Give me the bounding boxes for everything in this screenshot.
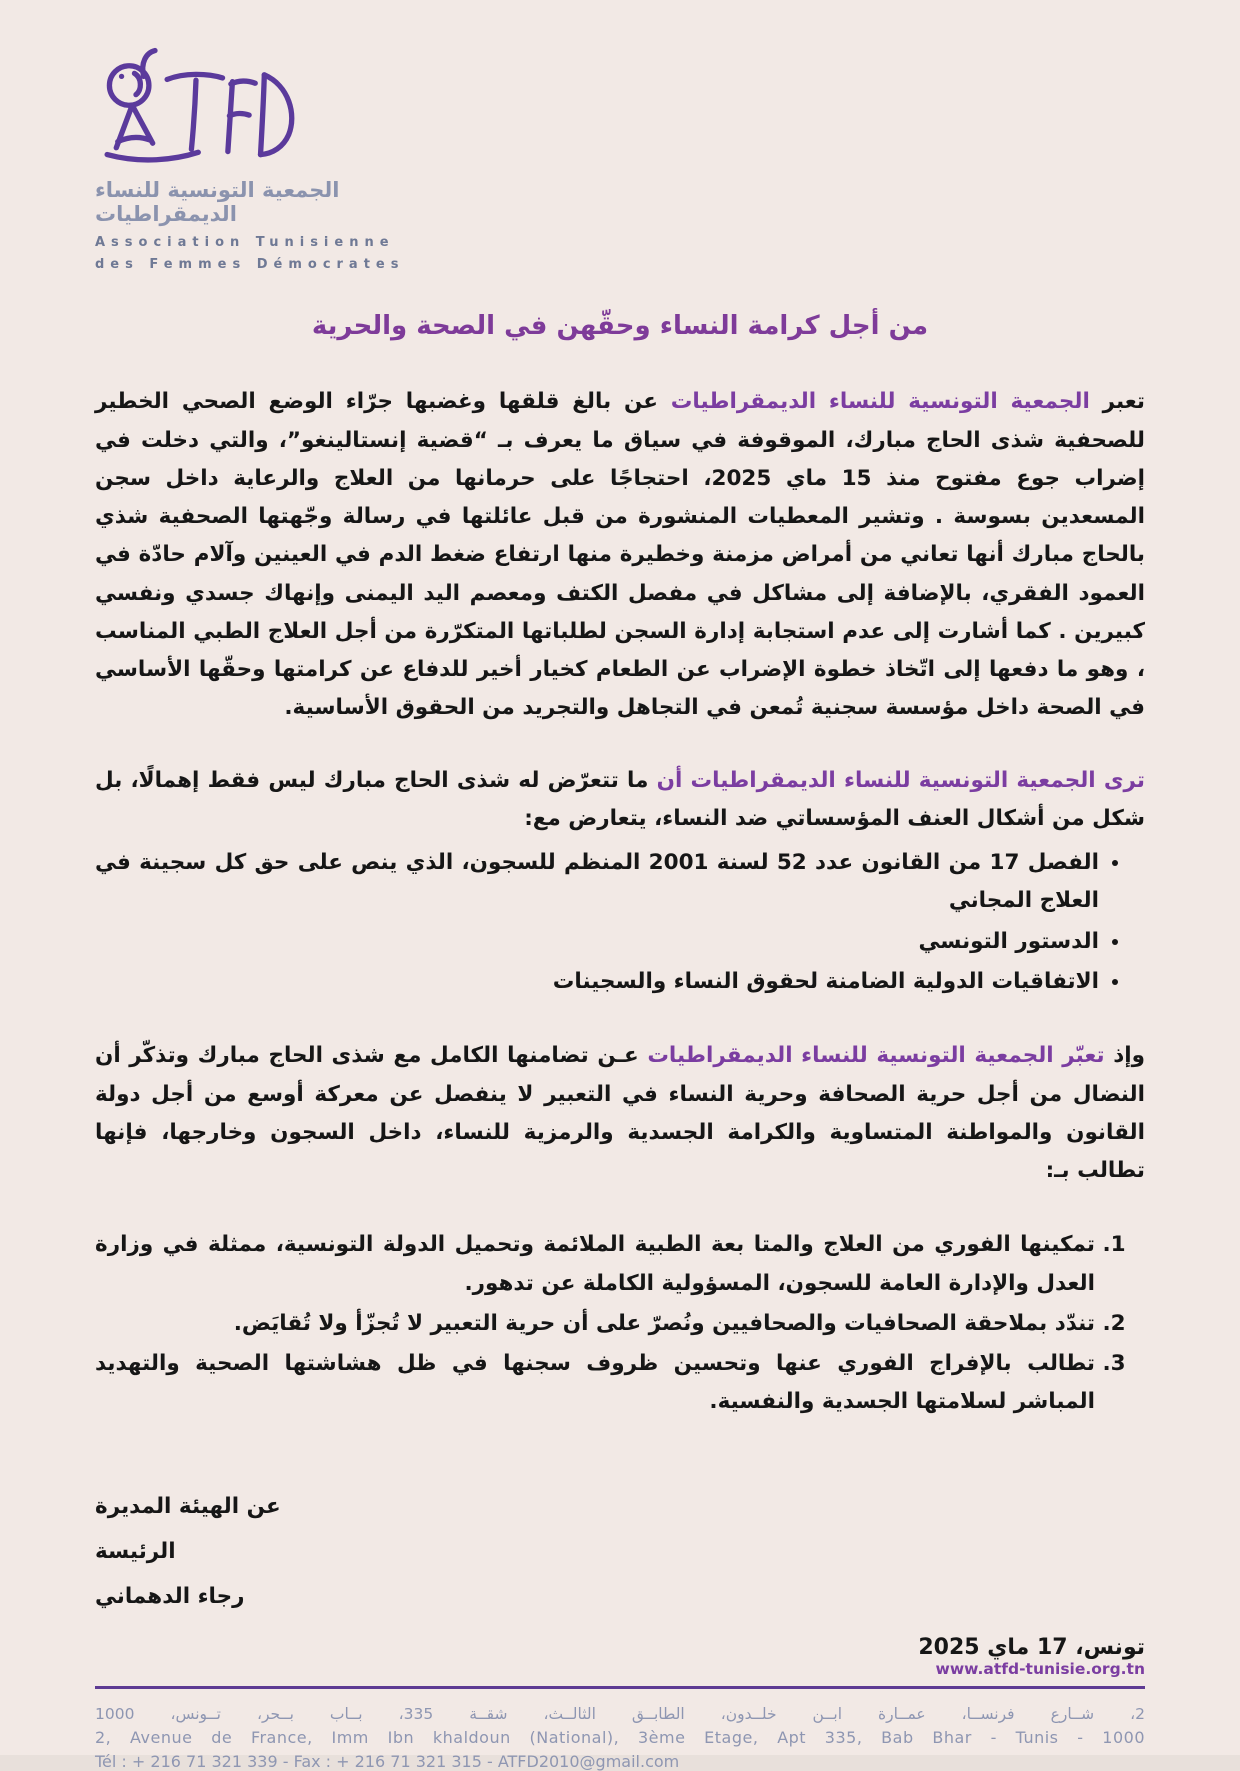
paragraph-3-rest: عـن تضامنها الكامل مع شذى الحاج مبارك وتذكّر أن النضال من أجل حرية الصحافة وحرية النساء في التعبير لا ينفصل عن معركة أوسع من أجل دولة القانون والمواطنة المتساوية والكرامة الجسدية والرمزية للنساء، داخل السجون وخارجها، فإنها تطالب بـ: [95, 1043, 1145, 1184]
website-link[interactable]: www.atfd-tunisie.org.tn [935, 1660, 1145, 1679]
paragraph-1 [95, 383, 1145, 727]
date-line: تونس، 17 ماي 2025 [918, 1635, 1145, 1661]
demand-item-release: 3. تطالب بالإفراج الفوري عنها وتحسين ظروف سجنها في ظل هشاشتها الصحية والتهديد المباشر لسلامتها الجسدية والنفسية. [95, 1345, 1095, 1422]
paragraph-3 [95, 1037, 1145, 1190]
org-name-arabic: الجمعية التونسية للنساء الديمقراطيات [95, 178, 340, 226]
signature-authority: عن الهيئة المديرة [95, 1493, 281, 1519]
org-name-highlight: الجمعية التونسية للنساء الديمقراطيات [670, 389, 1090, 415]
org-name-french-line1: Association Tunisienne [95, 235, 395, 250]
demand-item-treatment: 1. تمكينها الفوري من العلاج والمتا بعة الطبية الملائمة وتحميل الدولة التونسية، ممثلة في وزارة العدل والإدارة العامة للسجون، المسؤولية الكاملة عن تدهور. [95, 1226, 1095, 1303]
footer [95, 1660, 1145, 1771]
address-french: 2, Avenue de France, Imm Ibn khaldoun (National), 3ème Etage, Apt 335, Bab Bhar - Tunis - 1000 [95, 1728, 1145, 1748]
org-name-highlight-2: تعبّر الجمعية التونسية للنساء الديمقراطيات [647, 1043, 1105, 1069]
demands-list [95, 1226, 1145, 1423]
signature-role: الرئيسة [95, 1538, 176, 1564]
address-arabic: 2، شــارع فرنســا، عمــارة ابــن خلــدون، الطابــق الثالــث، شقــة 335، بــاب بــحر، تــونس، 1000 [95, 1705, 1146, 1724]
paragraph-2-rest: ما تتعرّض له شذى الحاج مبارك ليس فقط إهمالًا، بل شكل من أشكال العنف المؤسساتي ضد النساء، يتعارض مع: [95, 767, 1145, 831]
signature-block [95, 1484, 1145, 1619]
paragraph-3-pre: وإذ [1104, 1043, 1145, 1069]
org-statement-lead: ترى الجمعية التونسية للنساء الديمقراطيات أن [656, 767, 1146, 793]
violation-item-conventions: • الاتفاقيات الدولية الضامنة لحقوق النساء والسجينات [95, 963, 1099, 1001]
page-title: من أجل كرامة النساء وحقّهن في الصحة والحرية [311, 311, 929, 342]
paragraph-1-rest: عن بالغ قلقها وغضبها جرّاء الوضع الصحي الخطير للصحفية شذى الحاج مبارك، الموقوفة في سياق ما يعرف بـ “قضية إنستالينغو”، والتي دخلت في إضراب جوع مفتوح منذ 15 ماي 2025، احتجاجًا على حرمانها من العلاج والرعاية داخل سجن المسعدين بسوسة . وتشير المعطيات المنشورة من قبل عائلتها في رسالة وجّهتها الصحفية شذي بالحاج مبارك أنها تعاني من أمراض مزمنة وخطيرة منها ارتفاع ضغط الدم في العينين وآلام حادّة في العمود الفقري، بالإضافة إلى مشاكل في مفصل الكتف ومعصم اليد اليمنى وإنهاك جسدي ونفسي كبيرين . كما أشارت إلى عدم استجابة إدارة السجن لطلباتها المتكرّرة من أجل العلاج الطبي المناسب ، وهو ما دفعها إلى اتّخاذ خطوة الإضراب عن الطعام كخيار أخير للدفاع عن كرامتها وحقّها الأساسي في الصحة داخل مؤسسة سجنية تُمعن في التجاهل والتجريد من الحقوق الأساسية. [95, 389, 1145, 721]
contact-line: Tél : + 216 71 321 339 - Fax : + 216 71 321 315 - ATFD2010@gmail.com [95, 1752, 680, 1771]
violations-list [95, 844, 1145, 1003]
paragraph-2 [95, 762, 1145, 839]
violation-item-law: • الفصل 17 من القانون عدد 52 لسنة 2001 المنظم للسجون، الذي ينص على حق كل سجينة في العلاج المجاني [95, 844, 1099, 921]
atfd-stick-figure-icon [95, 46, 300, 166]
atfd-logo [95, 46, 435, 275]
org-name-french-line2: des Femmes Démocrates [95, 257, 405, 273]
demand-item-press-freedom: 2. تندّد بملاحقة الصحافيات والصحافيين ونُصرّ على أن حرية التعبير لا تُجزّأ ولا تُقايَض. [95, 1305, 1095, 1343]
paragraph-1-pre: تعبر [1089, 389, 1145, 415]
footer-divider [95, 1686, 1145, 1689]
signature-name: رجاء الدهماني [95, 1583, 245, 1609]
violation-item-constitution: • الدستور التونسي [95, 923, 1099, 961]
